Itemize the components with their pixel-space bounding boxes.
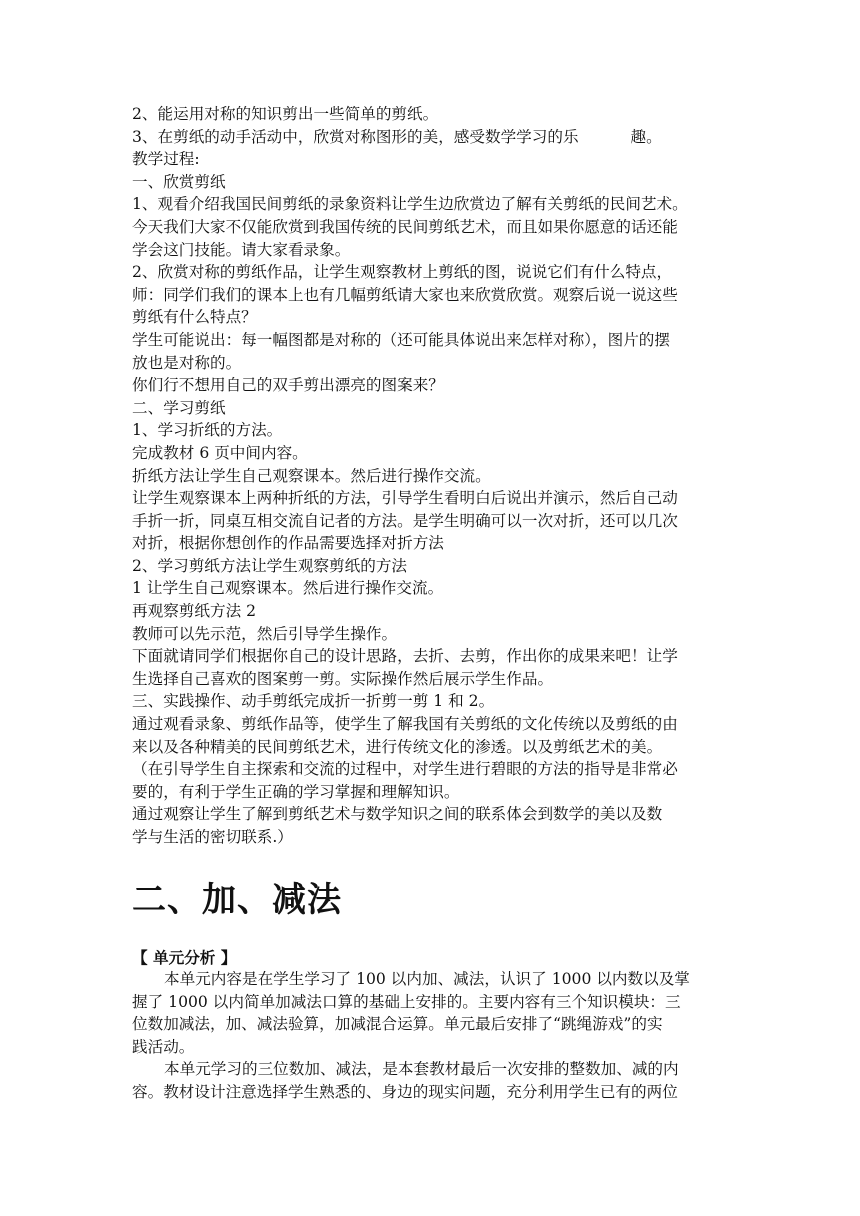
text-line: 握了 1000 以内简单加减法口算的基础上安排的。主要内容有三个知识模块：三 — [132, 992, 681, 1011]
text-line: 1、学习折纸的方法。 — [132, 421, 283, 440]
lesson-text-block — [132, 103, 732, 849]
text-line: 本单元学习的三位数加、减法，是本套教材最后一次安排的整数加、减的内 — [164, 1060, 679, 1079]
text-line: 三、实践操作、动手剪纸完成折一折剪一剪 1 和 2。 — [132, 692, 495, 711]
text-line: 学生可能说出：每一幅图都是对称的（还可能具体说出来怎样对称），图片的摆 — [132, 330, 670, 349]
text-line-main: 3、在剪纸的动手活动中，欣赏对称图形的美，感受数学学习的乐 — [132, 127, 579, 146]
text-line: 教师可以先示范，然后引导学生操作。 — [132, 624, 398, 643]
text-line: 你们行不想用自己的双手剪出漂亮的图案来？ — [132, 376, 444, 395]
text-line: 一、欣赏剪纸 — [132, 172, 226, 191]
text-line: （在引导学生自主探索和交流的过程中，对学生进行碧眼的方法的指导是非常必 — [132, 760, 678, 779]
unit-analysis-text — [132, 968, 732, 1104]
text-line: 2、欣赏对称的剪纸作品，让学生观察教材上剪纸的图，说说它们有什么特点， — [132, 263, 673, 282]
text-line: 对折，根据你想创作的作品需要选择对折方法 — [132, 534, 444, 553]
text-line: 生选择自己喜欢的图案剪一剪。实际操作然后展示学生作品。 — [132, 669, 554, 688]
text-line: 践活动。 — [132, 1037, 195, 1056]
text-line: 再观察剪纸方法 2 — [132, 602, 257, 621]
text-line: 通过观察让学生了解到剪纸艺术与数学知识之间的联系体会到数学的美以及数 — [132, 805, 663, 824]
text-line: 下面就请同学们根据你自己的设计思路，去折、去剪，作出你的成果来吧！让学 — [132, 647, 678, 666]
text-line: 容。教材设计注意选择学生熟悉的、身边的现实问题，充分利用学生已有的两位 — [132, 1082, 678, 1101]
text-line: 位数加减法，加、减法验算，加减混合运算。单元最后安排了“跳绳游戏”的实 — [132, 1015, 663, 1034]
text-line: 来以及各种精美的民间剪纸艺术，进行传统文化的渗透。以及剪纸艺术的美。 — [132, 737, 663, 756]
text-line: 本单元内容是在学生学习了 100 以内加、减法，认识了 1000 以内数以及掌 — [164, 970, 690, 988]
text-line: 1 让学生自己观察课本。然后进行操作交流。 — [132, 579, 444, 598]
text-line: 放也是对称的。 — [132, 353, 242, 372]
text-line: 教学过程: — [132, 150, 200, 169]
text-line: 今天我们大家不仅能欣赏到我国传统的民间剪纸艺术，而且如果你愿意的话还能 — [132, 217, 678, 236]
text-line: 通过观看录象、剪纸作品等，使学生了解我国有关剪纸的文化传统以及剪纸的由 — [132, 715, 678, 734]
text-line-tail: 趣。 — [630, 127, 662, 146]
unit-analysis-label: 【 单元分析 】 — [132, 949, 237, 967]
text-line — [132, 126, 732, 149]
text-line: 1、观看介绍我国民间剪纸的录象资料让学生边欣赏边了解有关剪纸的民间艺术。 — [132, 195, 688, 214]
text-line: 2、学习剪纸方法让学生观察剪纸的方法 — [132, 556, 408, 575]
text-line: 完成教材 6 页中间内容。 — [132, 443, 308, 462]
text-line: 要的，有利于学生正确的学习掌握和理解知识。 — [132, 782, 460, 801]
section-heading: 二、加、减法 — [132, 880, 342, 920]
text-line: 折纸方法让学生自己观察课本。然后进行操作交流。 — [132, 466, 491, 485]
text-line: 2、能运用对称的知识剪出一些简单的剪纸。 — [132, 105, 439, 123]
text-line: 师：同学们我们的课本上也有几幅剪纸请大家也来欣赏欣赏。观察后说一说这些 — [132, 285, 678, 304]
text-line: 学会这门技能。请大家看录象。 — [132, 240, 351, 259]
text-line: 二、学习剪纸 — [132, 398, 226, 417]
text-line: 让学生观察课本上两种折纸的方法，引导学生看明白后说出并演示，然后自己动 — [132, 489, 678, 508]
text-line: 手折一折，同桌互相交流自记者的方法。是学生明确可以一次对折，还可以几次 — [132, 511, 678, 530]
text-line: 学与生活的密切联系.） — [132, 828, 293, 846]
text-line: 剪纸有什么特点？ — [132, 308, 257, 327]
